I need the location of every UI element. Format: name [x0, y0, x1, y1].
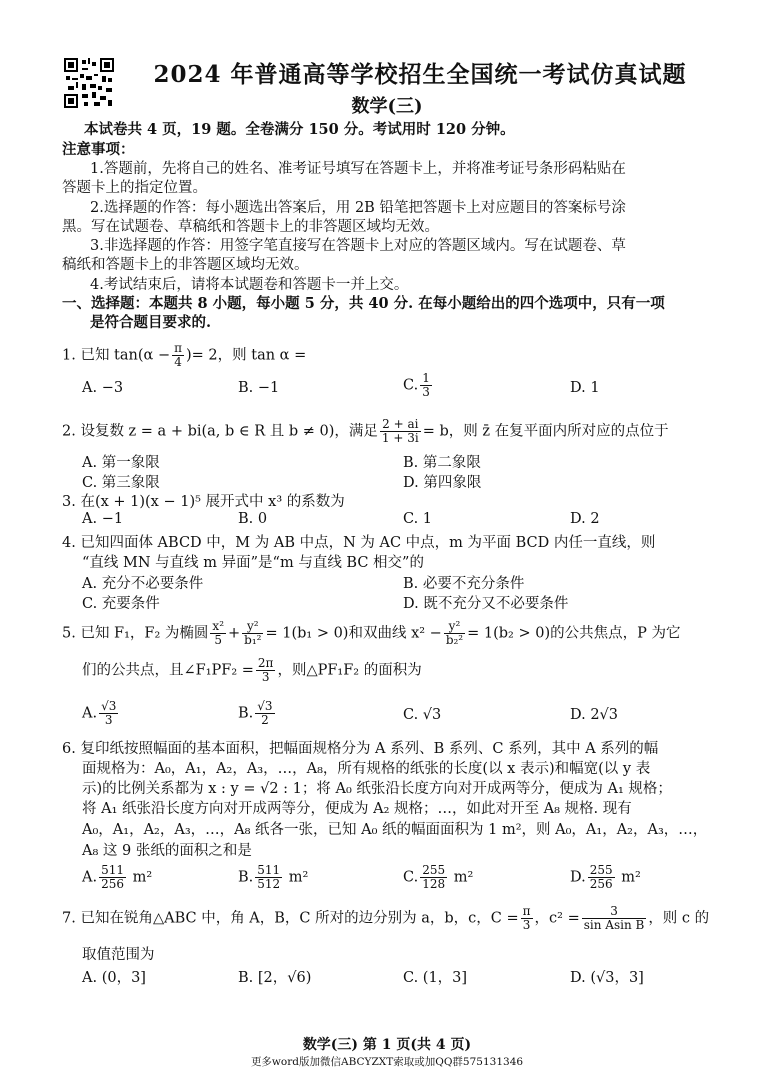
q7-option-c: C. (1，3] [403, 970, 468, 986]
note-line: 1.答题前，先将自己的姓名、准考证号填写在答题卡上，并将准考证号条形码粘贴在 [90, 161, 626, 177]
note-line: 答题卡上的指定位置。 [62, 180, 207, 196]
q2-option-d: D. 第四象限 [403, 475, 482, 491]
q1-option-c: C. $\frac{1}{3}$ [403, 371, 430, 399]
note-line: 稿纸和答题卡上的非答题区域均无效。 [62, 257, 309, 273]
section-heading: 一、选择题：本题共 8 小题，每小题 5 分，共 40 分. 在每小题给出的四个选项中，只有一项 [62, 295, 665, 312]
page-footer: 数学(三) 第 1 页(共 4 页) [302, 1037, 472, 1053]
exam-subtitle: 数学(三) [351, 96, 423, 117]
q4-option-a: A. 充分不必要条件 [82, 576, 204, 592]
section-heading-cont: 是符合题目要求的. [90, 314, 212, 331]
question-6-stem-cont: 示)的比例关系都为 x : y = √2 : 1；将 A₀ 纸张沿长度方向对开成两等分，便成为 A₁ 规格； [82, 781, 672, 797]
q5-option-a: A. $\frac{√3}{3}$ [82, 699, 117, 727]
q6-option-b: B. $\frac{511}{512}$ m² [238, 863, 309, 891]
q3-option-b: B. 0 [238, 511, 268, 527]
q2-option-a: A. 第一象限 [82, 455, 160, 471]
question-7-stem: 7. 已知在锐角△ABC 中，角 A，B，C 所对的边分别为 a，b，c，C = $\frac{\pi}{3}$ ，c² = $\frac{3}{\text{sin Asin B}}$ ，则 c 的 [62, 904, 710, 932]
q2-option-b: B. 第二象限 [403, 455, 481, 471]
exam-title: 2024 年普通高等学校招生全国统一考试仿真试题 [153, 61, 687, 88]
q7-option-a: A. (0，3] [82, 970, 146, 986]
q1-option-b: B. −1 [238, 380, 280, 396]
question-6-stem-cont: A₀，A₁，A₂，A₃，…，A₈ 纸各一张，已知 A₀ 纸的幅面面积为 1 m²，则 A₀，A₁，A₂，A₃，…， [82, 822, 708, 838]
exam-intro: 本试卷共 4 页，19 题。全卷满分 150 分。考试用时 120 分钟。 [84, 121, 515, 138]
note-line: 3.非选择题的作答：用签字笔直接写在答题卡上对应的答题区域内。写在试题卷、草 [90, 238, 626, 254]
question-3-stem: 3. 在(x + 1)(x − 1)⁵ 展开式中 x³ 的系数为 [62, 494, 345, 510]
q7-option-d: D. (√3，3] [570, 970, 644, 986]
note-line: 2.选择题的作答：每小题选出答案后，用 2B 铅笔把答题卡上对应题目的答案标号涂 [90, 200, 626, 216]
question-6-stem-cont: 将 A₁ 纸张沿长度方向对开成两等分，便成为 A₂ 规格；…，如此对开至 A₈ 规格. 现有 [82, 801, 632, 817]
question-6-stem: 6. 复印纸按照幅面的基本面积，把幅面规格分为 A 系列、B 系列、C 系列，其中 A 系列的幅 [62, 741, 659, 757]
question-7-stem-cont: 取值范围为 [82, 947, 155, 963]
q5-option-c: C. √3 [403, 707, 442, 723]
q4-option-b: B. 必要不充分条件 [403, 576, 525, 592]
note-line: 黑。写在试题卷、草稿纸和答题卡上的非答题区域均无效。 [62, 219, 439, 235]
q7-option-b: B. [2，√6) [238, 970, 312, 986]
question-6-stem-cont: 面规格为：A₀，A₁，A₂，A₃，…，A₈，所有规格的纸张的长度(以 x 表示)和幅宽(以 y 表 [82, 761, 651, 777]
q6-option-a: A. $\frac{511}{256}$ m² [82, 863, 153, 891]
q1-option-a: A. −3 [82, 380, 124, 396]
q2-option-c: C. 第三象限 [82, 475, 160, 491]
q4-option-d: D. 既不充分又不必要条件 [403, 596, 569, 612]
note-line: 4.考试结束后，请将本试题卷和答题卡一并上交。 [90, 277, 409, 293]
question-5-stem-cont: 们的公共点，且∠F₁PF₂ = $\frac{2\pi}{3}$ ，则△PF₁F₂ 的面积为 [82, 656, 422, 684]
question-4-stem: 4. 已知四面体 ABCD 中，M 为 AB 中点，N 为 AC 中点，m 为平面 BCD 内任一直线，则 [62, 535, 656, 551]
q6-option-c: C. $\frac{255}{128}$ m² [403, 863, 474, 891]
q5-option-d: D. 2√3 [570, 707, 619, 723]
q3-option-c: C. 1 [403, 511, 433, 527]
footer-note: 更多word版加微信ABCYZXT索取或加QQ群575131346 [250, 1056, 524, 1068]
q6-option-d: D. $\frac{255}{256}$ m² [570, 863, 641, 891]
q4-option-c: C. 充要条件 [82, 596, 160, 612]
q1-option-d: D. 1 [570, 380, 600, 396]
question-1-stem: 1. 已知 tan(α − $\frac{\pi}{4}$ )= 2，则 tan α = [62, 341, 307, 369]
question-2-stem: 2. 设复数 z = a + bi(a, b ∈ R 且 b ≠ 0)，满足 $\frac{2 + ai}{1 + 3i}$ = b，则 z̄ 在复平面内所对应的点位于 [62, 417, 669, 445]
question-5-stem: 5. 已知 F₁，F₂ 为椭圆 $\frac{\text{x²}}{5}$ + $\frac{\text{y²}}{\text{b₁²}}$ = 1(b₁ > 0)和双曲线 x² − $\frac{\text{y²}}{\text{b₂²}}$ = 1(b₂ > 0)的公共焦点，P 为它 [62, 619, 681, 647]
question-4-stem-cont: “直线 MN 与直线 m 异面”是“m 与直线 BC 相交”的 [82, 555, 424, 571]
q5-option-b: B. $\frac{√3}{2}$ [238, 699, 273, 727]
q3-option-a: A. −1 [82, 511, 124, 527]
notes-heading: 注意事项： [62, 141, 135, 158]
question-6-stem-cont: A₈ 这 9 张纸的面积之和是 [82, 843, 252, 859]
q3-option-d: D. 2 [570, 511, 600, 527]
